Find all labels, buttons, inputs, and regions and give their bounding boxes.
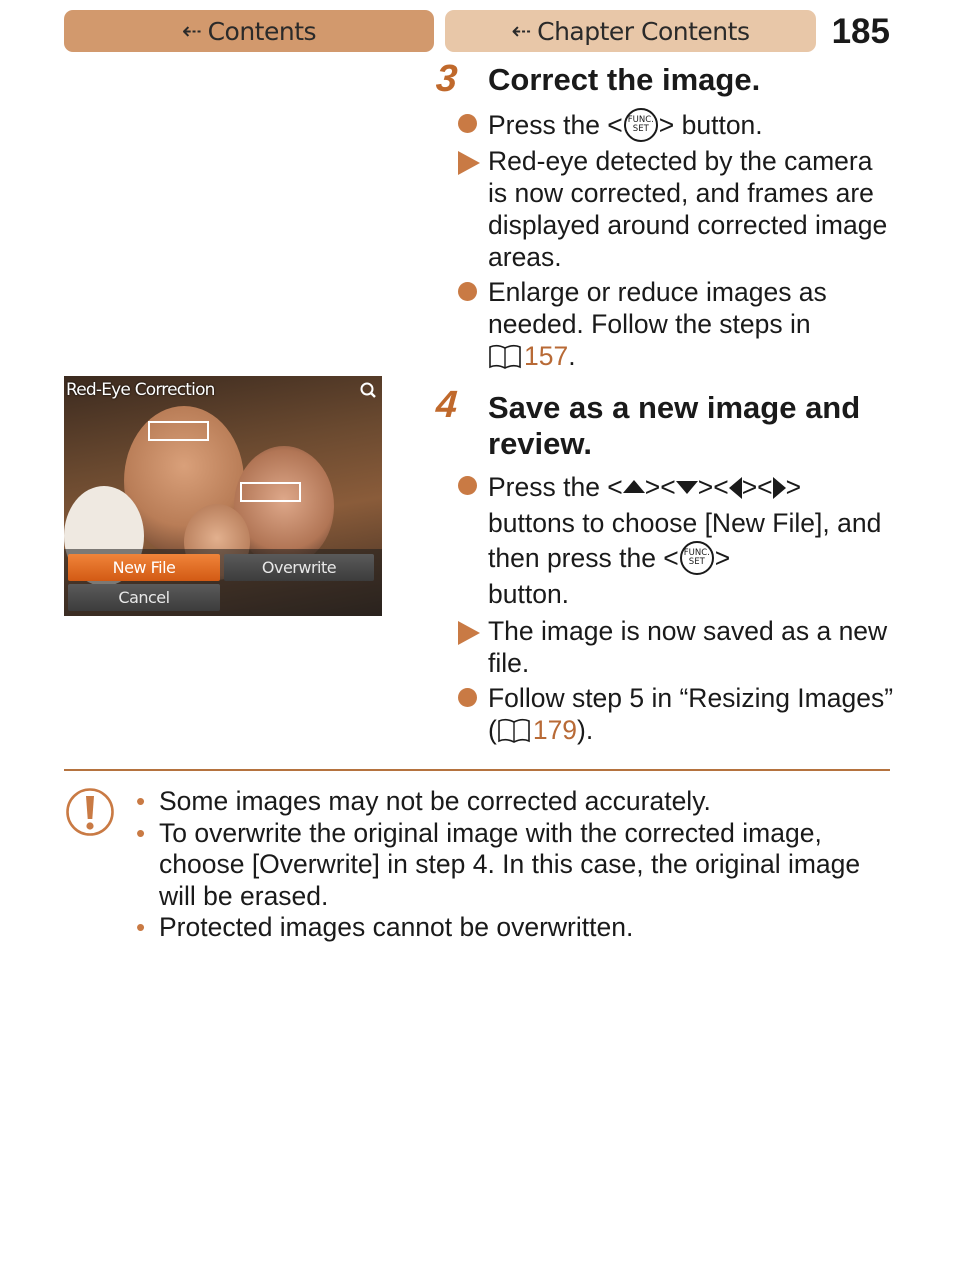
step-4-instructions [456, 470, 896, 749]
func-set-button-icon: FUNC. SET [680, 541, 714, 575]
overwrite-button[interactable]: Overwrite [224, 554, 374, 581]
list-item: • Some images may not be corrected accurately. [136, 786, 711, 816]
contents-nav-button[interactable] [64, 10, 434, 52]
chapter-contents-nav-label: Chapter Contents [537, 16, 750, 46]
bullet-icon [458, 114, 477, 133]
step-number: 4 [434, 384, 459, 426]
up-button-icon [623, 480, 645, 493]
bullet-icon [458, 476, 477, 495]
list-item: • To overwrite the original image with the corrected image, choose [Overwrite] in step 4. In this case, the original image will be erased. [136, 817, 861, 911]
list-item: Follow step 5 in “Resizing Images” ( 179). [456, 682, 896, 746]
camera-screen-preview [64, 376, 382, 616]
page-reference-link[interactable]: 157 [488, 341, 568, 371]
bullet-icon: • [136, 912, 146, 942]
back-arrow-icon: ⇠ [181, 17, 202, 45]
magnify-icon [359, 381, 377, 399]
bullet-icon: • [136, 817, 146, 848]
back-arrow-icon: ⇠ [511, 17, 532, 45]
screen-title: Red-Eye Correction [66, 380, 215, 400]
list-item: Press the < FUNC. SET > button. [456, 108, 896, 142]
func-set-button-icon: FUNC. SET [624, 108, 658, 142]
page-number: 185 [831, 12, 890, 51]
list-item: Red-eye detected by the camera is now corrected, and frames are displayed around corrected image areas. [456, 145, 896, 273]
contents-nav-label: Contents [207, 16, 317, 46]
step-number: 3 [434, 58, 459, 100]
section-divider [64, 769, 890, 771]
red-eye-frame [148, 421, 209, 441]
right-button-icon [773, 477, 786, 499]
step-3-instructions [456, 108, 896, 375]
left-button-icon [729, 477, 742, 499]
step-title: Save as a new image and review. [488, 390, 861, 461]
page-reference-link[interactable]: 179 [497, 715, 577, 745]
list-item: Enlarge or reduce images as needed. Follow the steps in 157. [456, 276, 896, 372]
caution-icon [65, 787, 115, 837]
red-eye-frame [240, 482, 301, 502]
result-triangle-icon [458, 621, 480, 645]
bullet-icon [458, 282, 477, 301]
list-item: The image is now saved as a new file. [456, 615, 896, 679]
new-file-button[interactable]: New File [68, 554, 220, 581]
book-icon [497, 717, 531, 743]
book-icon [488, 343, 522, 369]
bullet-icon [458, 688, 477, 707]
result-triangle-icon [458, 151, 480, 175]
list-item: • Protected images cannot be overwritten. [136, 912, 634, 942]
bullet-icon: • [136, 786, 146, 816]
step-title: Correct the image. [488, 62, 761, 97]
caution-notes [136, 786, 896, 944]
cancel-button[interactable]: Cancel [68, 584, 220, 611]
list-item: Press the < >< >< >< > buttons to choose [New File], and then press the < FUNC. SET > button. [456, 470, 896, 612]
down-button-icon [676, 481, 698, 494]
chapter-contents-nav-button[interactable] [445, 10, 816, 52]
